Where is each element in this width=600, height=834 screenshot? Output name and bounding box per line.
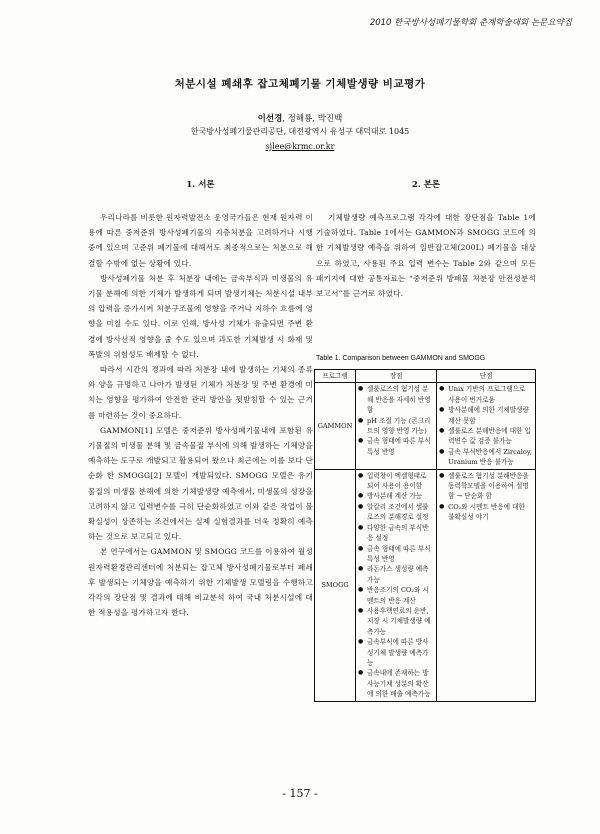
table-header-row (315, 370, 536, 383)
header-program: 프로그램 (315, 370, 356, 383)
list-item: ● 다양한 금속의 부식반응 설정 (367, 523, 434, 544)
list-item: ● 금속내에 존재하는 방사능기체 성분의 확산에 의한 배출 예측가능 (367, 668, 434, 699)
right-column (316, 178, 536, 301)
list-item: ● 반응조기의 CO₂와 시멘트의 반응 계산 (367, 585, 434, 606)
list-item: ● Unix 기반의 프로그램으로 사용이 번거로움 (448, 384, 533, 405)
affiliation: 한국방사성폐기물관리공단, 대전광역시 유성구 대덕대로 1045 (190, 127, 410, 136)
section-heading-intro: 1. 서론 (186, 180, 215, 190)
list-item: ● 라돈가스 생성량 예측가능 (367, 564, 434, 585)
table-row (315, 383, 536, 469)
pros-cell (356, 383, 437, 469)
conference-header: 2010 한국방사성폐기물학회 춘계학술대회 논문요약집 (369, 18, 572, 28)
author-list (0, 112, 600, 124)
section-heading-body: 2. 본론 (411, 180, 441, 190)
email-line (0, 142, 600, 151)
co-authors: , 정해룡, 박진백 (282, 114, 343, 124)
list-item: ● 셀룰로즈의 혐기성 분해 반응을 자세히 반영함 (367, 384, 434, 415)
table-row (315, 469, 536, 701)
table-caption: Table 1. Comparison between GAMMON and SMOGG (316, 355, 486, 362)
left-column (88, 178, 313, 620)
intro-paragraph: 방사성폐기물 처분 후 처분장 내에는 금속부식과 미생물의 유기물 분해에 의한 기체가 발생하게 되며 발생기체는 처분시설 내부의 압력을 증가시켜 처분구조물에 영향을 주거나 지하수 흐름에 영향을 미칠 수도 있다. 이로 인해, 방사성 기체가 유출되면 주변 환경에 방사선적 영향을 줄 수도 있으며 과도한 기체발생 시 화재 및 폭발의 위험성도 배제할 수 없다. (88, 273, 313, 359)
comparison-table (314, 369, 536, 702)
intro-paragraph: 우리나라를 비롯한 원자력발전소 운영국가들은 현재 원자력 이용에 따른 중저준위 방사성폐기물의 지층처분을 고려하거나 시행 중에 있으며 고준위 폐기물에 대해서도 최종적으로는 처분으로 해결할 수밖에 없는 상황에 있다. (88, 213, 313, 268)
list-item: ● 알칼리 조건에서 셀룰로즈의 분해경로 설정 (367, 502, 434, 523)
program-name: SMOGG (315, 469, 356, 701)
intro-paragraph: 본 연구에서는 GAMMON 및 SMOGG 코드를 이용하여 월성원자력환경관리센터에 처분되는 잡고체 방사성폐기물로부터 폐쇄 후 발생되는 기체양을 예측하기 위한 기체발생 모델링을 수행하고 각각의 장단점 및 결과에 대해 비교분석 하여 국내 처분시설에 대한 적용성을 평가하고자 한다. (88, 547, 313, 618)
list-item: ● 입력창이 엑셀형태로 되어 사용이 용이함 (367, 471, 434, 492)
list-item: ● 금속 형태에 따른 부식특성 반영 (367, 544, 434, 565)
header-cons: 단점 (437, 370, 536, 383)
email-link[interactable]: sjlee@krmc.or.kr (265, 142, 335, 151)
list-item: ● 금속 부식반응에서 Zircaloy, Uranium 반응 불가능 (448, 447, 533, 468)
pros-cell (356, 469, 437, 701)
list-item: ● 금속 형태에 따른 부식특성 반영 (367, 436, 434, 457)
list-item: ● 사용후핵연료의 운반, 저장 시 기체발생량 예측가능 (367, 606, 434, 637)
header-pros: 장점 (356, 370, 437, 383)
list-item: ● 방사분해에 의한 기체발생량 계산 못함 (448, 405, 533, 426)
list-item: ● 방사분해 계산 가능 (367, 491, 434, 501)
cons-cell (437, 383, 536, 469)
list-item: ● pH 조절 기능 (콘크리트의 영향 반영 가능) (367, 416, 434, 437)
page-number: - 157 - (282, 787, 318, 800)
list-item: ● 셀룰로즈 혐기성 분해반응을 동력학모델을 이용하여 설명함 → 단순화 함 (448, 471, 533, 502)
intro-paragraph: GAMMON[1] 모델은 중저준위 방사성폐기물내에 포함된 유기물질의 미생물 분해 및 금속물질 부식에 의해 발생하는 기체양을 예측하는 도구로 개발되고 활용되어 왔으나 최근에는 이를 보다 단순화 한 SMOGG[2] 모델이 개발되었다. SMOGG 모델은 유기물질의 미생물 분해에 의한 기체발생량 예측에서, 미생물의 성장을 고려하지 않고 입력변수를 극히 단순화하였고 이와 같은 작업이 불확실성이 상존하는 조건에서는 실제 실험결과를 더욱 정확히 예측하는 것으로 보고되고 있다. (88, 425, 313, 542)
list-item: ● 셀룰로즈 분해반응에 대한 입력변수 값 검증 불가능 (448, 426, 533, 447)
paper-title: 처분시설 폐쇄후 잡고체폐기물 기체발생량 비교평가 (174, 78, 426, 90)
program-name: GAMMON (315, 383, 356, 469)
intro-paragraph: 따라서 시간의 경과에 따라 처분장 내에 발생하는 기체의 종류와 양을 규명하고 나아가 발생된 기체가 처분장 및 주변 환경에 미치는 영향을 평가하여 안전한 관리 방안을 뒷받침할 수 있는 근거를 마련하는 것이 중요하다. (88, 365, 313, 420)
list-item: ● CO₂와 시멘트 반응에 대한 불확실성 야기 (448, 502, 533, 523)
body-paragraph: 기체발생량 예측프로그램 각각에 대한 장단점을 Table 1에 기술하였다. Table 1에서는 GAMMON과 SMOGG 코드에 의한 기체발생량 예측을 위하여 일반잡고체(200L) 폐기물을 대상으로 하였고, 사용된 주요 입력 변수는 Table 2와 같으며 모든 패키지에 대한 공통자료는 “중저준위 방폐물 처분장 안전성분석보고서”를 근거로 하였다. (316, 213, 536, 299)
lead-author: 이선경 (257, 114, 283, 124)
list-item: ● 금속부식에 따른 방사성기체 발생량 예측가능 (367, 637, 434, 668)
cons-cell (437, 469, 536, 701)
